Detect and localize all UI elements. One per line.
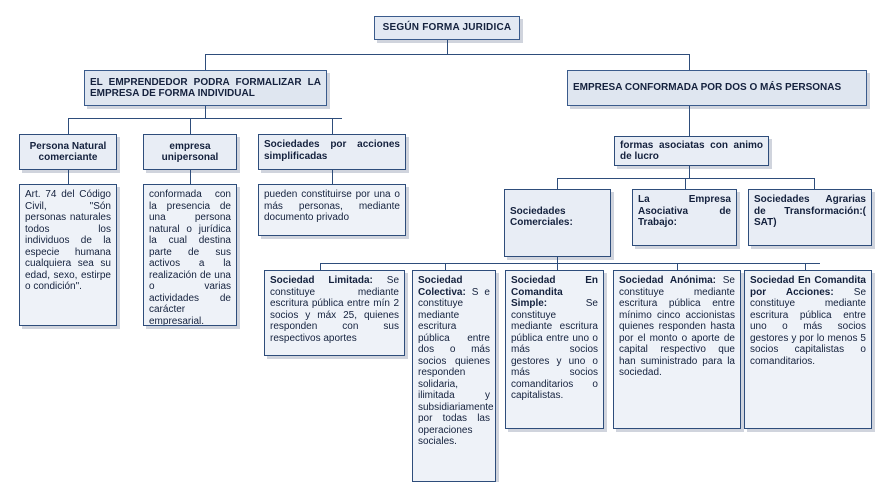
society-4-text: Se constituye mediante escritura pública entre mínimo cinco accionistas quienes responden hasta por el monto o aporte de capital respectivo que han suministrado para la sociedad.: [619, 275, 735, 378]
connector-society-3: [557, 263, 558, 270]
right-subgroup-1-label: Sociedades Comerciales:: [510, 205, 573, 229]
connector-to-right-header: [689, 54, 690, 70]
left-branch-header: [84, 70, 327, 106]
right-subgroup-3: [748, 189, 872, 246]
left-description-1: [19, 184, 117, 326]
society-2-name: Sociedad Colectiva:: [418, 275, 466, 298]
society-1: [264, 270, 405, 356]
left-category-2-label: empresa unipersonal: [161, 140, 219, 163]
society-4: [613, 270, 741, 429]
left-category-1-label: Persona Natural comerciante: [29, 140, 107, 163]
connector-right-sub-2: [685, 178, 686, 189]
root-node: [374, 16, 520, 40]
connector-society-2: [445, 263, 446, 270]
society-2-text: S e constituye mediante escritura pública entre dos o más socios quienes responden solidaria, ilimitada y subsidiariamente por todas las operaciones sociales.: [418, 286, 494, 447]
connector-left-header-down: [205, 106, 206, 118]
left-description-2-text: conformada con la presencia de una persona natural o jurídica la cual destina parte de sus activos a la realización de una o varias actividades de carácter empresarial.: [149, 189, 231, 326]
connector-left-desc-3: [332, 170, 333, 184]
connector-root-down: [447, 40, 448, 54]
connector-left-desc-2: [190, 170, 191, 184]
left-description-1-text: Art. 74 del Código Civil, "Són personas naturales todos los individuos de la especie humana cualquiera sea su edad, sexo, estirpe o condición".: [25, 189, 111, 292]
right-subgroup-2: [632, 189, 737, 246]
connector-society-4: [677, 263, 678, 270]
society-1-text: Se constituye mediante escritura pública entre mín 2 socios y máx 25, quienes responden con sus respectivos aportes: [270, 275, 400, 344]
right-group-node: [614, 136, 769, 166]
connector-root-spread: [205, 54, 689, 55]
left-description-2: [143, 184, 237, 326]
society-5: [744, 270, 872, 429]
left-branch-header-label: EL EMPRENDEDOR PODRA FORMALIZAR LA EMPRESA DE FORMA INDIVIDUAL: [90, 76, 321, 99]
right-branch-header-label: EMPRESA CONFORMADA POR DOS O MÁS PERSONAS: [573, 82, 842, 94]
connector-left-spread: [68, 118, 342, 119]
connector-right-sub-1: [557, 178, 558, 189]
left-category-1: [19, 134, 117, 170]
left-category-3: [258, 134, 406, 170]
connector-left-cat-3: [332, 118, 333, 134]
connector-to-left-header: [205, 54, 206, 70]
connector-left-cat-1: [68, 118, 69, 134]
connector-society-5: [805, 263, 806, 270]
left-category-3-label: Sociedades por acciones simplificadas: [264, 139, 400, 162]
connector-society-1: [320, 263, 321, 270]
connector-right-sub-3: [814, 178, 815, 189]
society-5-text: Se constituye mediante escritura pública entre uno o más socios gestores y por lo menos 5 socios capitalistas o comanditarios.: [750, 286, 867, 367]
connector-left-desc-1: [68, 170, 69, 184]
right-subgroup-3-label: Sociedades Agrarias de Transformación:( SAT): [754, 194, 866, 228]
society-3-name: Sociedad En Comandita Simple:: [511, 275, 598, 309]
left-description-3-text: pueden constituirse por una o más personas, mediante documento privado: [264, 189, 400, 223]
right-subgroup-2-label: La Empresa Asociativa de Trabajo:: [638, 194, 731, 228]
society-3-text: Se constituye mediante escritura pública entre uno o más socios gestores y uno o más socios comanditarios o capitalistas.: [511, 298, 598, 401]
connector-right-group-down: [689, 166, 690, 178]
society-1-name: Sociedad Limitada:: [270, 275, 373, 286]
connector-right-header-down: [689, 106, 690, 136]
connector-left-cat-2: [190, 118, 191, 134]
right-branch-header: [567, 70, 867, 106]
right-subgroup-1: [504, 189, 611, 257]
society-2: [412, 270, 496, 482]
root-node-label: SEGÚN FORMA JURIDICA: [382, 22, 512, 34]
left-category-2: [143, 134, 237, 170]
right-group-label: formas asociatas con animo de lucro: [620, 139, 763, 162]
connector-societies-spread: [320, 263, 820, 264]
society-4-name: Sociedad Anónima:: [619, 275, 716, 286]
society-5-name: Sociedad En Comandita por Acciones:: [750, 275, 866, 298]
left-description-3: [258, 184, 406, 236]
society-3: [505, 270, 604, 429]
